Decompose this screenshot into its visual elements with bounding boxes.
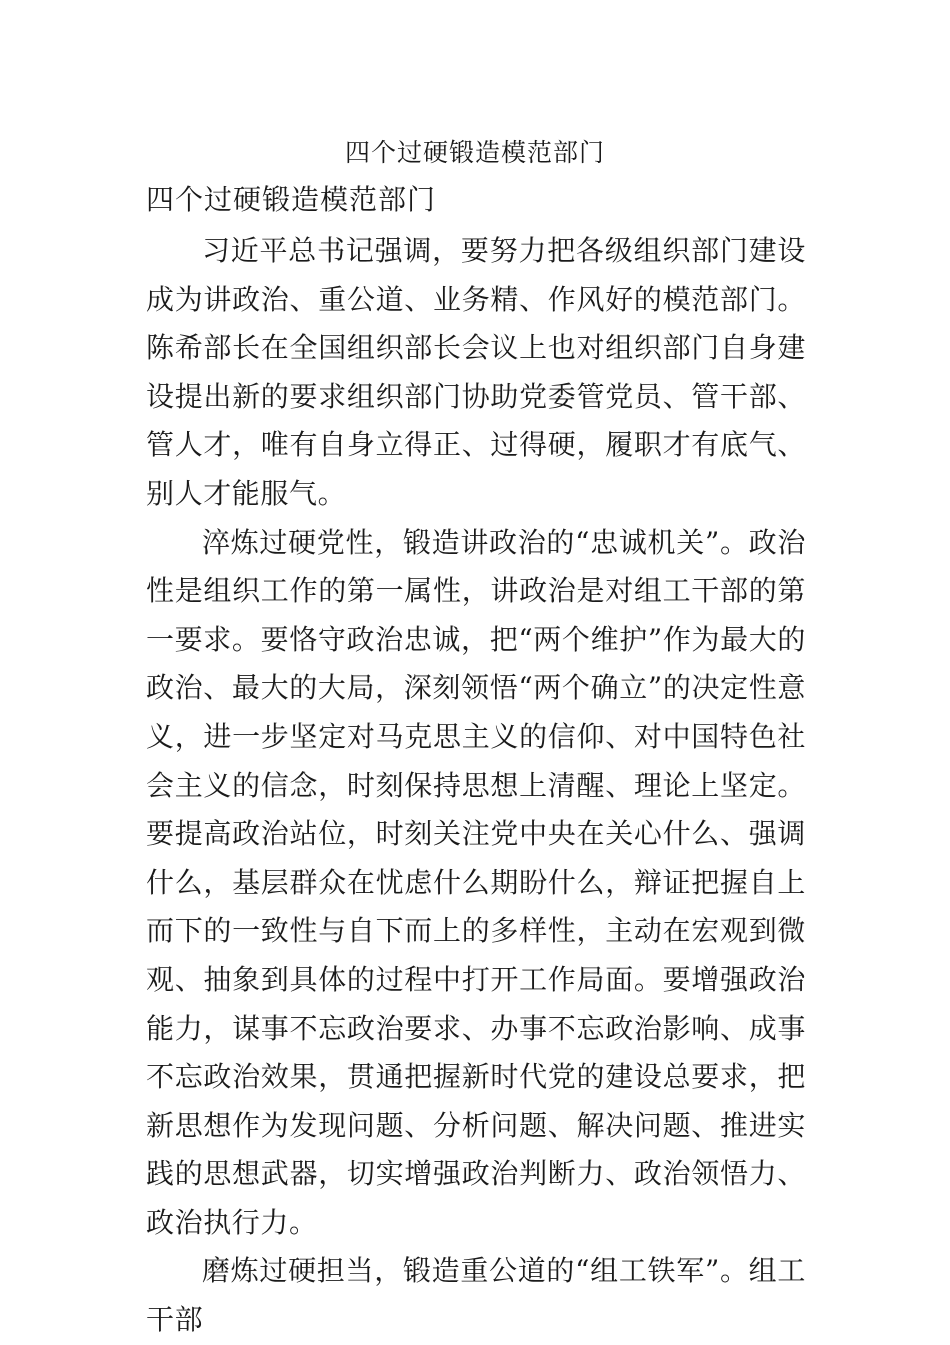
paragraph-party-spirit: 淬炼过硬党性，锻造讲政治的“忠诚机关”。政治性是组织工作的第一属性，讲政治是对组工干部的第一要求。要恪守政治忠诚，把“两个维护”作为最大的政治、最大的大局，深刻领悟“两个确立”的决定性意义，进一步坚定对马克思主义的信仰、对中国特色社会主义的信念，时刻保持思想上清醒、理论上坚定。要提高政治站位，时刻关注党中央在关心什么、强调什么，基层群众在忧虑什么期盼什么，辩证把握自上而下的一致性与自下而上的多样性，主动在宏观到微观、抽象到具体的过程中打开工作局面。要增强政治能力，谋事不忘政治要求、办事不忘政治影响、成事不忘政治效果，贯通把握新时代党的建设总要求，把新思想作为发现问题、分析问题、解决问题、推进实践的思想武器，切实增强政治判断力、政治领悟力、政治执行力。: [146, 525, 806, 1239]
document-title: 四个过硬锻造模范部门: [344, 138, 605, 167]
paragraph-intro: 习近平总书记强调，要努力把各级组织部门建设成为讲政治、重公道、业务精、作风好的模范部门。陈希部长在全国组织部长会议上也对组织部门自身建设提出新的要求组织部门协助党委管党员、管干部、管人才，唯有自身立得正、过得硬，履职才有底气、别人才能服气。: [146, 234, 806, 510]
document-body: [146, 227, 806, 1345]
document-subtitle: 四个过硬锻造模范部门: [146, 183, 437, 216]
paragraph-responsibility: 磨炼过硬担当，锻造重公道的“组工铁军”。组工干部: [146, 1254, 806, 1337]
